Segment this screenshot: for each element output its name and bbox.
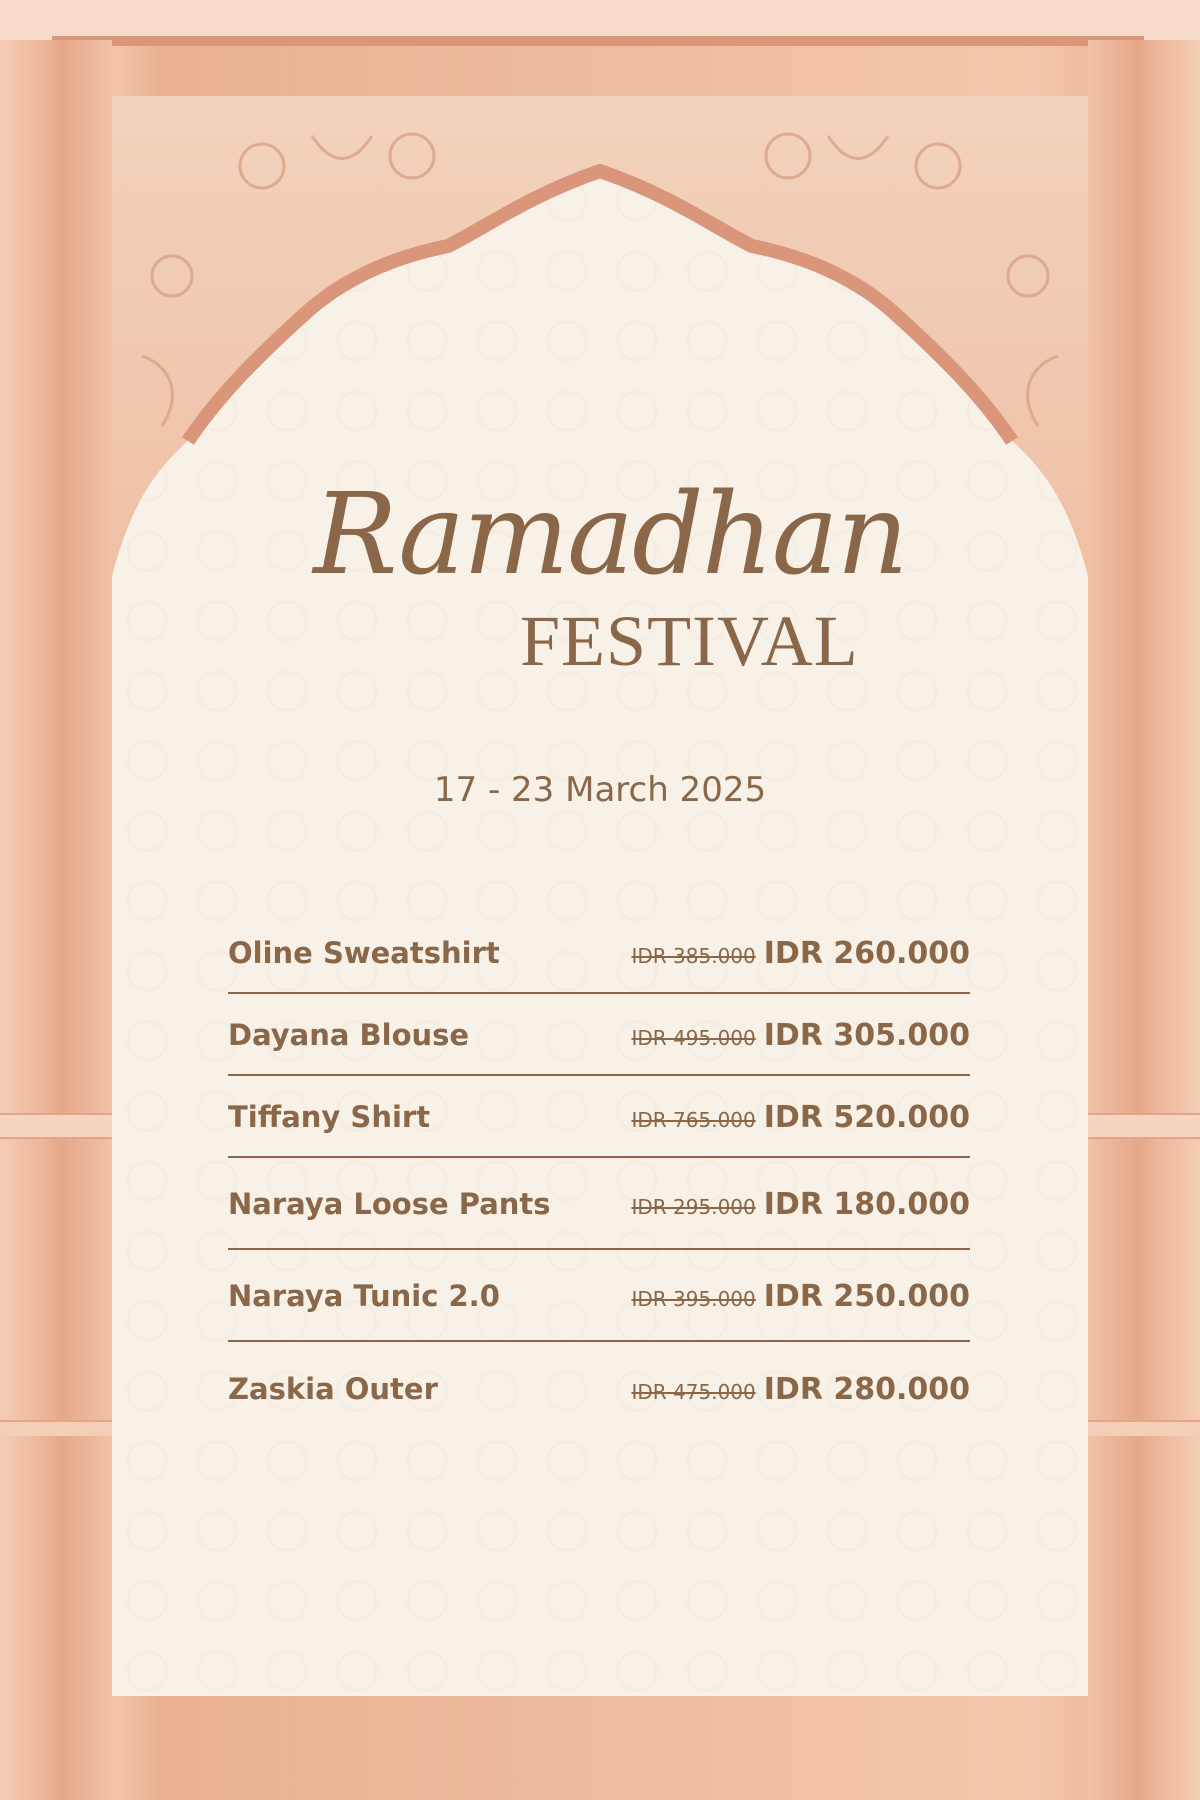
old-price: IDR 765.000 (631, 1107, 756, 1132)
old-price: IDR 295.000 (631, 1194, 756, 1219)
title-script: Ramadhan (313, 470, 907, 600)
list-item (228, 994, 970, 1076)
list-item (228, 1158, 970, 1250)
item-name: Naraya Tunic 2.0 (228, 1279, 500, 1313)
old-price: IDR 495.000 (631, 1025, 756, 1050)
event-date: 17 - 23 March 2025 (433, 770, 767, 810)
item-name: Dayana Blouse (228, 1018, 470, 1052)
item-prices (631, 1100, 970, 1135)
list-item (228, 1342, 970, 1436)
item-name: Zaskia Outer (228, 1372, 438, 1406)
item-prices (631, 1018, 970, 1053)
item-name: Oline Sweatshirt (228, 936, 500, 970)
old-price: IDR 395.000 (631, 1286, 756, 1311)
list-item (228, 1250, 970, 1342)
right-ledge-lower (1088, 1420, 1200, 1436)
old-price: IDR 475.000 (631, 1379, 756, 1404)
sale-price: IDR 260.000 (763, 935, 970, 971)
sale-price: IDR 250.000 (763, 1278, 970, 1314)
item-name: Naraya Loose Pants (228, 1187, 551, 1221)
item-prices (631, 1187, 970, 1222)
sale-price: IDR 520.000 (763, 1099, 970, 1135)
sale-price: IDR 280.000 (763, 1371, 970, 1407)
left-pillar (0, 40, 112, 1800)
price-list (228, 912, 970, 1436)
title-caps: FESTIVAL (520, 601, 859, 681)
sale-price: IDR 305.000 (763, 1017, 970, 1053)
item-prices (631, 1279, 970, 1314)
old-price: IDR 385.000 (631, 943, 756, 968)
item-name: Tiffany Shirt (228, 1100, 431, 1134)
right-pillar (1088, 40, 1200, 1800)
list-item (228, 912, 970, 994)
right-ledge (1088, 1113, 1200, 1139)
item-prices (631, 1372, 970, 1407)
left-ledge (0, 1113, 112, 1139)
left-ledge-lower (0, 1420, 112, 1436)
list-item (228, 1076, 970, 1158)
item-prices (631, 936, 970, 971)
sale-price: IDR 180.000 (763, 1186, 970, 1222)
